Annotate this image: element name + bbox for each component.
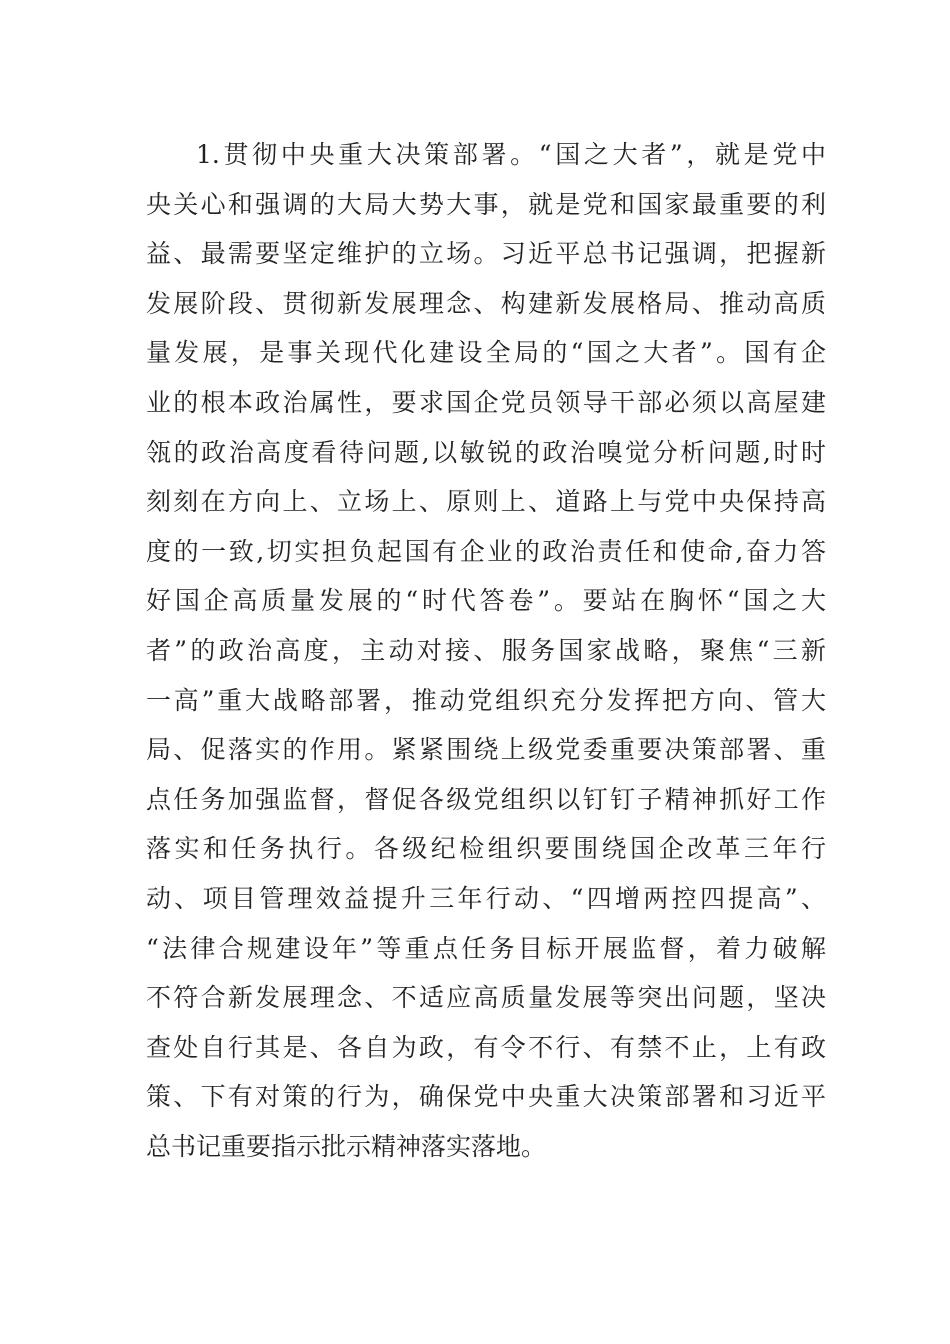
- paragraph-line: 度的一致,切实担负起国有企业的政治责任和使命,奋力答: [146, 536, 826, 566]
- paragraph-line: 业的根本政治属性，要求国企党员领导干部必须以高屋建: [146, 387, 826, 417]
- paragraph-line: 量发展，是事关现代化建设全局的“国之大者”。国有企: [146, 338, 826, 368]
- paragraph-line: 瓴的政治高度看待问题,以敏锐的政治嗅觉分析问题,时时: [146, 437, 826, 467]
- paragraph-line: 动、项目管理效益提升三年行动、“四增两控四提高”、: [146, 883, 826, 913]
- paragraph-line: 点任务加强监督，督促各级党组织以钉钉子精神抓好工作: [146, 784, 826, 814]
- paragraph-line: 落实和任务执行。各级纪检组织要围绕国企改革三年行: [146, 834, 826, 864]
- paragraph-line: 局、促落实的作用。紧紧围绕上级党委重要决策部署、重: [146, 735, 826, 765]
- paragraph-line: 益、最需要坚定维护的立场。习近平总书记强调，把握新: [146, 239, 826, 269]
- paragraph-line: 策、下有对策的行为，确保党中央重大决策部署和习近平: [146, 1082, 826, 1112]
- paragraph-line: 刻刻在方向上、立场上、原则上、道路上与党中央保持高: [146, 487, 826, 517]
- paragraph-line: 不符合新发展理念、不适应高质量发展等突出问题，坚决: [146, 983, 826, 1013]
- paragraph-line: 者”的政治高度，主动对接、服务国家战略，聚焦“三新: [146, 635, 826, 665]
- paragraph-line: 一高”重大战略部署，推动党组织充分发挥把方向、管大: [146, 685, 826, 715]
- paragraph-line: 发展阶段、贯彻新发展理念、构建新发展格局、推动高质: [146, 288, 826, 318]
- paragraph-line: “法律合规建设年”等重点任务目标开展监督，着力破解: [146, 933, 826, 963]
- paragraph-line: 总书记重要指示批示精神落实落地。: [146, 1131, 547, 1161]
- paragraph-line: 央关心和强调的大局大势大事，就是党和国家最重要的利: [146, 189, 826, 219]
- paragraph-line: 1.贯彻中央重大决策部署。“国之大者”，就是党中: [196, 140, 826, 169]
- paragraph-line: 好国企高质量发展的“时代答卷”。要站在胸怀“国之大: [146, 586, 826, 616]
- paragraph-line: 查处自行其是、各自为政，有令不行、有禁不止，上有政: [146, 1032, 826, 1062]
- body-paragraph: [146, 130, 826, 1171]
